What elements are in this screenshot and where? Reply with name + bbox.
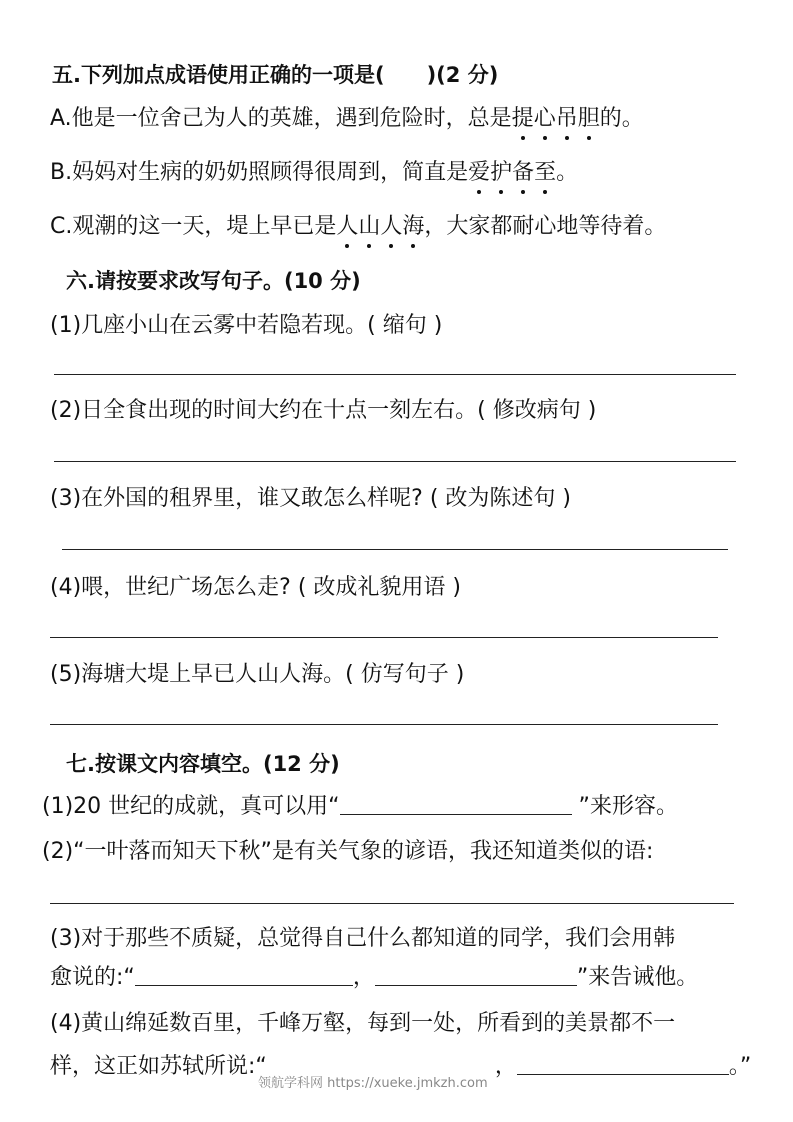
dotted-char: 护 [490, 158, 512, 188]
fill-item-3-text: 愈说的:“ [50, 965, 135, 990]
fill-item-1-text: (1)20 世纪的成就，真可以用“ [42, 794, 340, 819]
fill-item-3-line2 [50, 963, 698, 993]
answer-line-3[interactable] [62, 549, 728, 550]
rewrite-item-4: (4)喂，世纪广场怎么走? ( 改成礼貌用语 ) [50, 575, 461, 600]
fill-item-4-text: 样，这正如苏轼所说:“ [50, 1054, 267, 1079]
rewrite-item-5: (5)海塘大堤上早已人山人海。( 仿写句子 ) [50, 662, 465, 687]
dotted-char: 山 [358, 212, 380, 242]
rewrite-item-1: (1)几座小山在云雾中若隐若现。( 缩句 ) [50, 313, 443, 338]
fill-item-4-end: 。” [728, 1054, 752, 1079]
dotted-char: 吊 [556, 104, 578, 134]
option-a-end: 的。 [599, 106, 644, 131]
fill-blank-3b[interactable] [375, 963, 577, 986]
option-a-idiom [512, 104, 600, 134]
dotted-char: 至 [534, 158, 556, 188]
dotted-char: 心 [534, 104, 556, 134]
dotted-char: 人 [380, 212, 402, 242]
fill-blank-4b[interactable] [517, 1052, 729, 1075]
dotted-char: 备 [512, 158, 534, 188]
option-b-text: B.妈妈对生病的奶奶照顾得很周到，简直是 [50, 160, 469, 185]
fill-blank-1[interactable] [340, 792, 572, 815]
rewrite-item-3: (3)在外国的租界里，谁又敢怎么样呢? ( 改为陈述句 ) [50, 486, 571, 511]
option-c-idiom [336, 212, 424, 242]
dotted-char: 胆 [578, 104, 600, 134]
option-b-idiom [468, 158, 556, 188]
fill-item-2: (2)“一叶落而知天下秋”是有关气象的谚语，我还知道类似的语: [42, 839, 654, 864]
option-b-end: 。 [556, 160, 579, 185]
answer-line-2[interactable] [54, 461, 736, 462]
rewrite-item-2: (2)日全食出现的时间大约在十点一刻左右。( 修改病句 ) [50, 398, 597, 423]
section-5-title: 五.下列加点成语使用正确的一项是( )(2 分) [52, 63, 499, 87]
fill-item-3-end: ”来告诫他。 [576, 965, 699, 990]
fill-item-3-line1: (3)对于那些不质疑，总觉得自己什么都知道的同学，我们会用韩 [50, 926, 676, 951]
fill-item-1-end: ”来形容。 [571, 794, 678, 819]
comma: ， [494, 1054, 517, 1079]
option-a [50, 104, 644, 134]
option-a-text: A.他是一位舍己为人的英雄，遇到危险时，总是 [50, 106, 512, 131]
watermark-footer: 领航学科网 https://xueke.jmkzh.com [258, 1076, 488, 1091]
fill-blank-3a[interactable] [135, 963, 353, 986]
comma: ， [352, 965, 375, 990]
option-c-end: ，大家都耐心地等待着。 [424, 214, 667, 239]
fill-blank-2[interactable] [50, 903, 734, 904]
option-c-text: C.观潮的这一天，堤上早已是 [50, 214, 337, 239]
fill-item-1 [42, 792, 678, 822]
section-7-title: 七.按课文内容填空。(12 分) [66, 752, 340, 776]
option-c [50, 212, 666, 242]
dotted-char: 人 [336, 212, 358, 242]
dotted-char: 海 [402, 212, 424, 242]
answer-line-5[interactable] [50, 724, 718, 725]
section-6-title: 六.请按要求改写句子。(10 分) [66, 269, 361, 293]
option-b [50, 158, 578, 188]
dotted-char: 爱 [468, 158, 490, 188]
dotted-char: 提 [512, 104, 534, 134]
fill-item-4-line1: (4)黄山绵延数百里，千峰万壑，每到一处，所看到的美景都不一 [50, 1011, 676, 1036]
answer-line-1[interactable] [54, 374, 736, 375]
answer-line-4[interactable] [50, 637, 718, 638]
